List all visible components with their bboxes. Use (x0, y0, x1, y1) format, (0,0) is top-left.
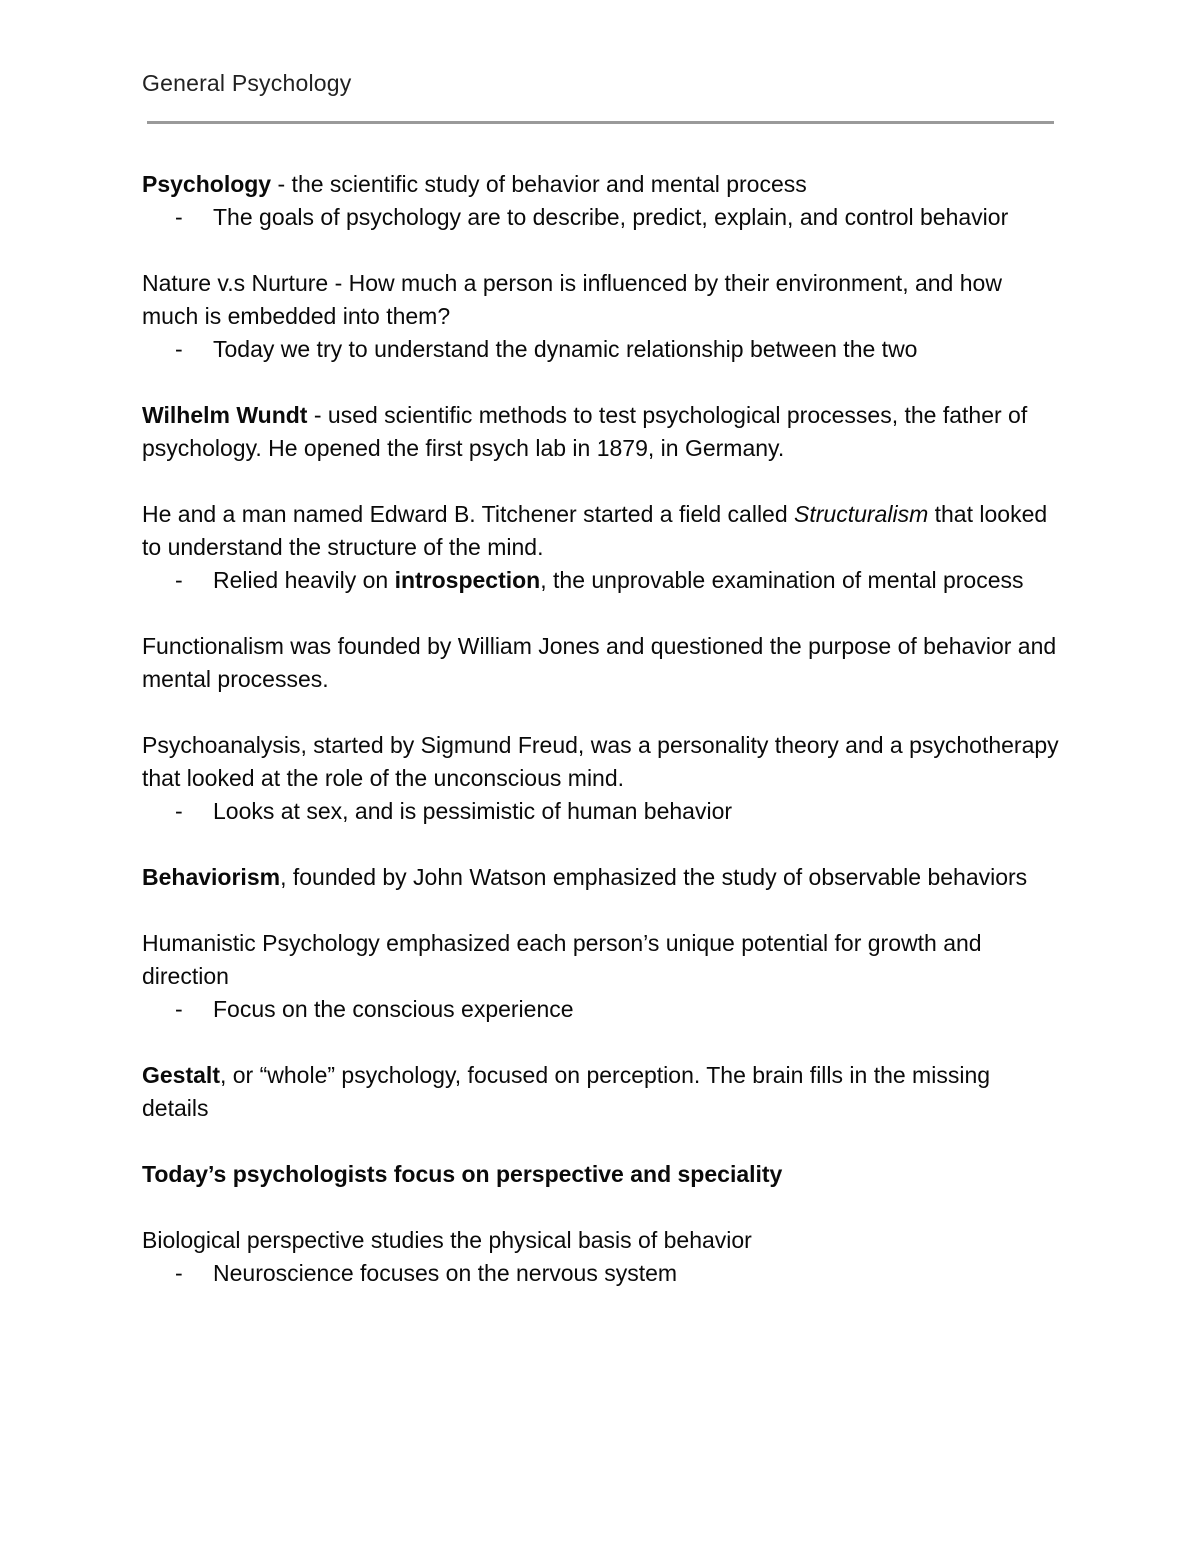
bullet-text: Relied heavily on (213, 567, 395, 593)
paragraph-text: that looked to understand the structure of the mind. (142, 501, 1048, 560)
definition-paragraph (142, 399, 1062, 465)
section-behaviorism (142, 861, 1062, 894)
paragraph (142, 498, 1062, 564)
definition-text: - used scientific methods to test psychological processes, the father of psychology. He opened the first psych lab in 1879, in Germany. (142, 402, 1028, 461)
definition-text: , or “whole” psychology, focused on perception. The brain fills in the missing details (142, 1062, 991, 1121)
section-psychology (142, 168, 1062, 234)
bullet-text: , the unprovable examination of mental process (540, 567, 1024, 593)
section-gestalt (142, 1059, 1062, 1125)
bullet-text: Looks at sex, and is pessimistic of human behavior (213, 798, 733, 824)
bullet-item (142, 333, 1062, 366)
bullet-item (142, 1257, 1062, 1290)
definition-paragraph (142, 1059, 1062, 1125)
section-psychoanalysis (142, 729, 1062, 828)
bullet-dash: - (175, 1260, 183, 1286)
paragraph: Biological perspective studies the physical basis of behavior (142, 1227, 752, 1253)
section-today (142, 1158, 1062, 1191)
term-behaviorism: Behaviorism (142, 864, 281, 890)
header-divider (147, 121, 1054, 124)
bullet-text: Today we try to understand the dynamic relationship between the two (213, 336, 918, 362)
term-psychology: Psychology (142, 171, 272, 197)
bullet-dash: - (175, 336, 183, 362)
bullet-item (142, 795, 1062, 828)
bullet-item (142, 564, 1062, 597)
term-structuralism: Structuralism (794, 501, 929, 527)
bullet-text: The goals of psychology are to describe, predict, explain, and control behavior (213, 204, 1009, 230)
section-functionalism (142, 630, 1062, 696)
paragraph: Functionalism was founded by William Jones and questioned the purpose of behavior and mental processes. (142, 633, 1057, 692)
section-biological (142, 1224, 1062, 1290)
section-humanistic (142, 927, 1062, 1026)
definition-paragraph (142, 861, 1062, 894)
section-wundt (142, 399, 1062, 465)
section-structuralism (142, 498, 1062, 597)
definition-text: , founded by John Watson emphasized the study of observable behaviors (280, 864, 1028, 890)
section-nature-nurture (142, 267, 1062, 366)
paragraph-text: He and a man named Edward B. Titchener started a field called (142, 501, 795, 527)
term-gestalt: Gestalt (142, 1062, 220, 1088)
term-introspection: introspection (394, 567, 541, 593)
bullet-text: Focus on the conscious experience (213, 996, 574, 1022)
bullet-item (142, 993, 1062, 1026)
bullet-text: Neuroscience focuses on the nervous system (213, 1260, 678, 1286)
bullet-dash: - (175, 567, 183, 593)
bullet-dash: - (175, 798, 183, 824)
definition-paragraph (142, 168, 1062, 201)
section-heading: Today’s psychologists focus on perspective and speciality (142, 1161, 783, 1187)
paragraph: Psychoanalysis, started by Sigmund Freud, was a personality theory and a psychotherapy that looked at the role of the unconscious mind. (142, 732, 1059, 791)
document-body (142, 168, 1062, 1323)
bullet-dash: - (175, 996, 183, 1022)
paragraph: Nature v.s Nurture - How much a person is influenced by their environment, and how much is embedded into them? (142, 270, 1002, 329)
bullet-dash: - (175, 204, 183, 230)
definition-text: - the scientific study of behavior and mental process (271, 171, 807, 197)
page-header-title: General Psychology (142, 70, 352, 96)
term-wundt: Wilhelm Wundt (142, 402, 308, 428)
paragraph: Humanistic Psychology emphasized each person’s unique potential for growth and direction (142, 930, 982, 989)
bullet-item (142, 201, 1062, 234)
